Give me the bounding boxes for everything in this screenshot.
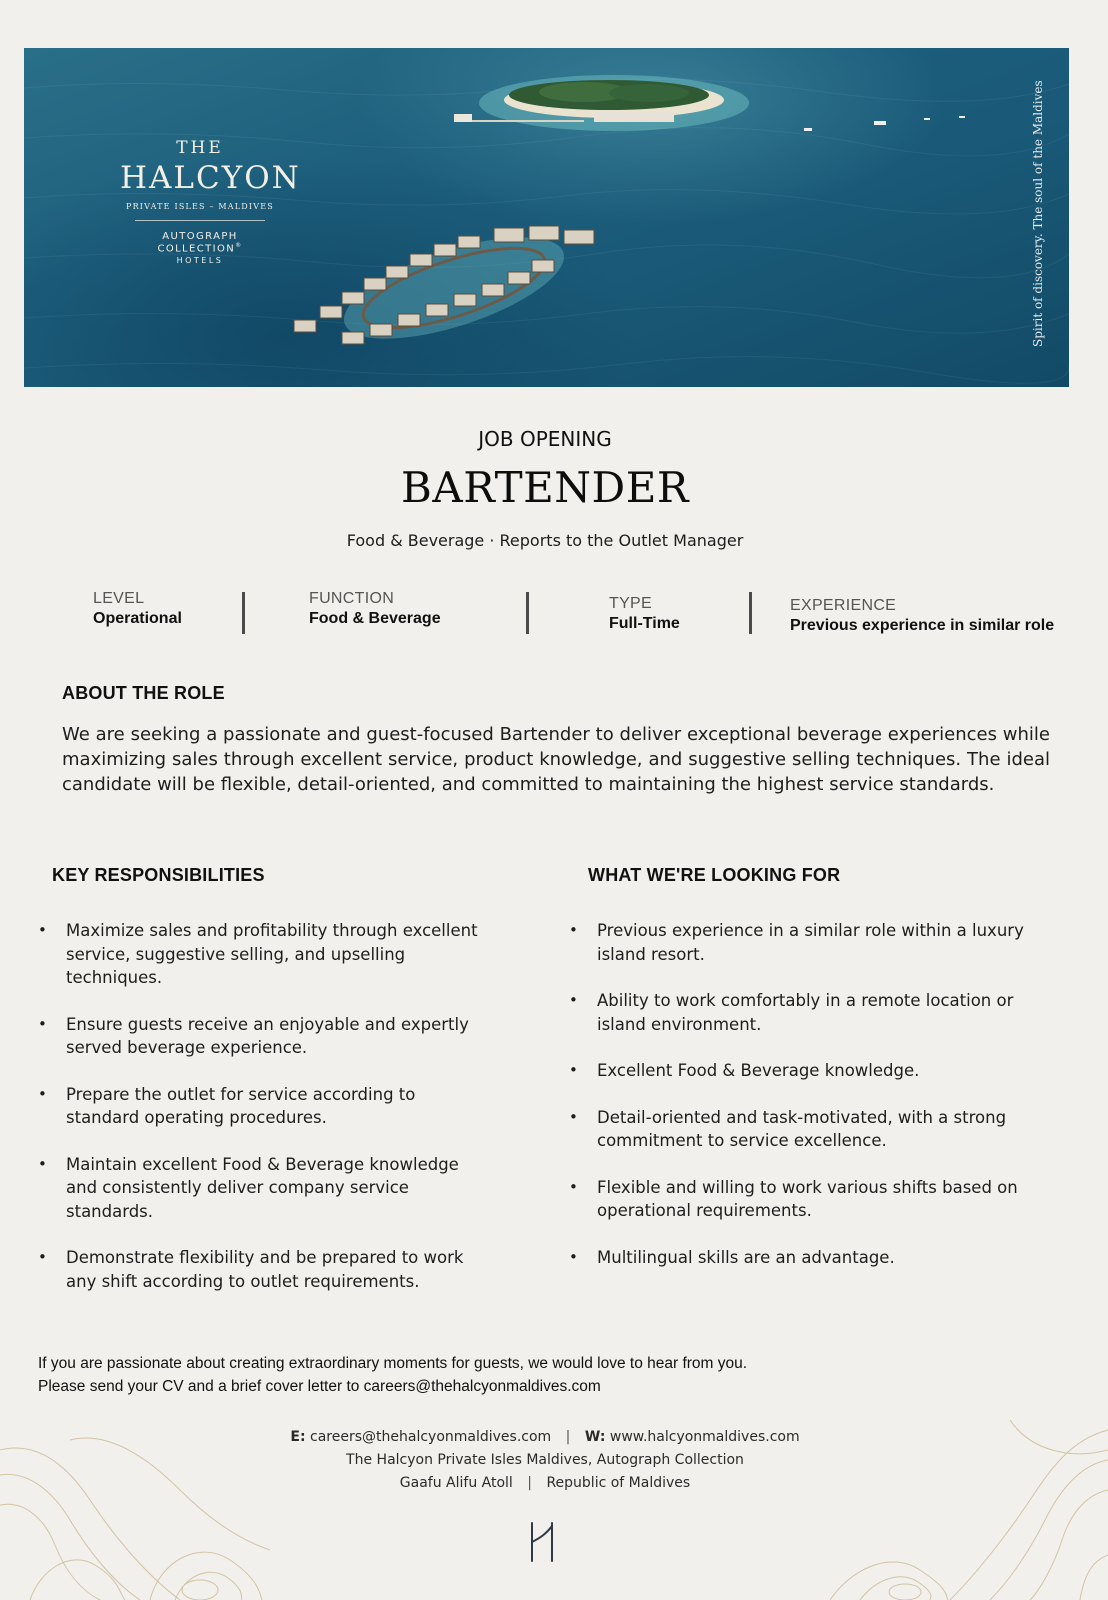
job-opening-eyebrow: JOB OPENING <box>478 427 612 451</box>
footer-web-link[interactable]: www.halcyonmaldives.com <box>609 1429 800 1445</box>
footer-atoll: Gaafu Alifu Atoll <box>399 1475 513 1491</box>
hero-tagline: Spirit of discovery. The soul of the Maldives <box>1031 80 1045 348</box>
meta-label: FUNCTION <box>309 590 395 607</box>
logo-subtitle: PRIVATE ISLES – MALDIVES <box>126 202 274 211</box>
list-item: • Previous experience in a similar role within a luxury island resort. <box>569 919 1039 966</box>
contour-decoration-right <box>830 1420 1108 1600</box>
halcyon-h-monogram-icon <box>522 1520 562 1564</box>
job-subtitle: Food & Beverage · Reports to the Outlet Manager <box>346 531 744 550</box>
meta-divider <box>242 592 245 634</box>
footer-email-link[interactable]: careers@thehalcyonmaldives.com <box>310 1429 552 1445</box>
meta-value: Operational <box>93 610 182 627</box>
meta-value: Previous experience in similar role <box>790 617 1055 634</box>
meta-label: LEVEL <box>93 590 145 607</box>
responsibilities-heading: KEY RESPONSIBILITIES <box>52 865 265 885</box>
responsibilities-list <box>38 919 483 1316</box>
footer-divider: | <box>565 1429 571 1445</box>
list-item: • Maintain excellent Food & Beverage knowledge and consistently deliver company service standards. <box>38 1153 483 1224</box>
logo-rule <box>135 220 265 221</box>
list-item: • Excellent Food & Beverage knowledge. <box>569 1059 1039 1083</box>
footer-contact-line <box>0 1429 1090 1445</box>
meta-level <box>93 590 182 628</box>
hero-image <box>24 48 1069 387</box>
requirements-heading: WHAT WE'RE LOOKING FOR <box>588 865 841 885</box>
job-title: BARTENDER <box>401 463 689 512</box>
about-body: We are seeking a passionate and guest-focused Bartender to deliver exceptional beverage experiences while maximizing sales through excellent service, product knowledge, and suggestive selling techniques. The ideal candidate will be flexible, detail-oriented, and committed to maintaining the highest service standards. <box>62 724 1050 795</box>
meta-divider <box>749 592 752 634</box>
closing-text <box>38 1352 938 1398</box>
web-label: W: <box>584 1429 606 1445</box>
closing-line-1: If you are passionate about creating extraordinary moments for guests, we would love to hear from you. <box>38 1355 748 1372</box>
list-item: • Flexible and willing to work various shifts based on operational requirements. <box>569 1176 1039 1223</box>
logo-collection: AUTOGRAPH COLLECTION® <box>157 231 243 255</box>
list-item: • Ability to work comfortably in a remote location or island environment. <box>569 989 1039 1036</box>
meta-type <box>609 595 680 633</box>
list-item: • Prepare the outlet for service according to standard operating procedures. <box>38 1083 483 1130</box>
email-label: E: <box>290 1429 306 1445</box>
list-item: • Detail-oriented and task-motivated, with a strong commitment to service excellence. <box>569 1106 1039 1153</box>
about-heading: ABOUT THE ROLE <box>62 683 225 703</box>
requirements-list <box>569 919 1039 1292</box>
footer-divider: | <box>527 1475 532 1491</box>
logo-the: THE <box>176 138 224 158</box>
list-item: • Ensure guests receive an enjoyable and expertly served beverage experience. <box>38 1013 483 1060</box>
logo-name: HALCYON <box>120 160 301 196</box>
list-item: • Demonstrate flexibility and be prepared to work any shift according to outlet requirements. <box>38 1246 483 1293</box>
footer-location <box>0 1475 1090 1491</box>
logo-hotels: HOTELS <box>176 256 224 266</box>
closing-line-2: Please send your CV and a brief cover letter to careers@thehalcyonmaldives.com <box>38 1378 601 1395</box>
meta-label: TYPE <box>609 595 652 612</box>
meta-value: Food & Beverage <box>309 610 441 627</box>
meta-experience <box>790 597 1054 635</box>
meta-function <box>309 590 441 628</box>
list-item: • Multilingual skills are an advantage. <box>569 1246 1039 1270</box>
footer-country: Republic of Maldives <box>546 1475 691 1491</box>
contour-decoration-left <box>0 1420 270 1600</box>
meta-value: Full-Time <box>609 615 680 632</box>
footer-property: The Halcyon Private Isles Maldives, Autograph Collection <box>346 1452 744 1468</box>
list-item: • Maximize sales and profitability through excellent service, suggestive selling, and upselling techniques. <box>38 919 483 990</box>
meta-label: EXPERIENCE <box>790 597 897 614</box>
meta-divider <box>526 592 529 634</box>
halcyon-logo <box>120 138 301 266</box>
